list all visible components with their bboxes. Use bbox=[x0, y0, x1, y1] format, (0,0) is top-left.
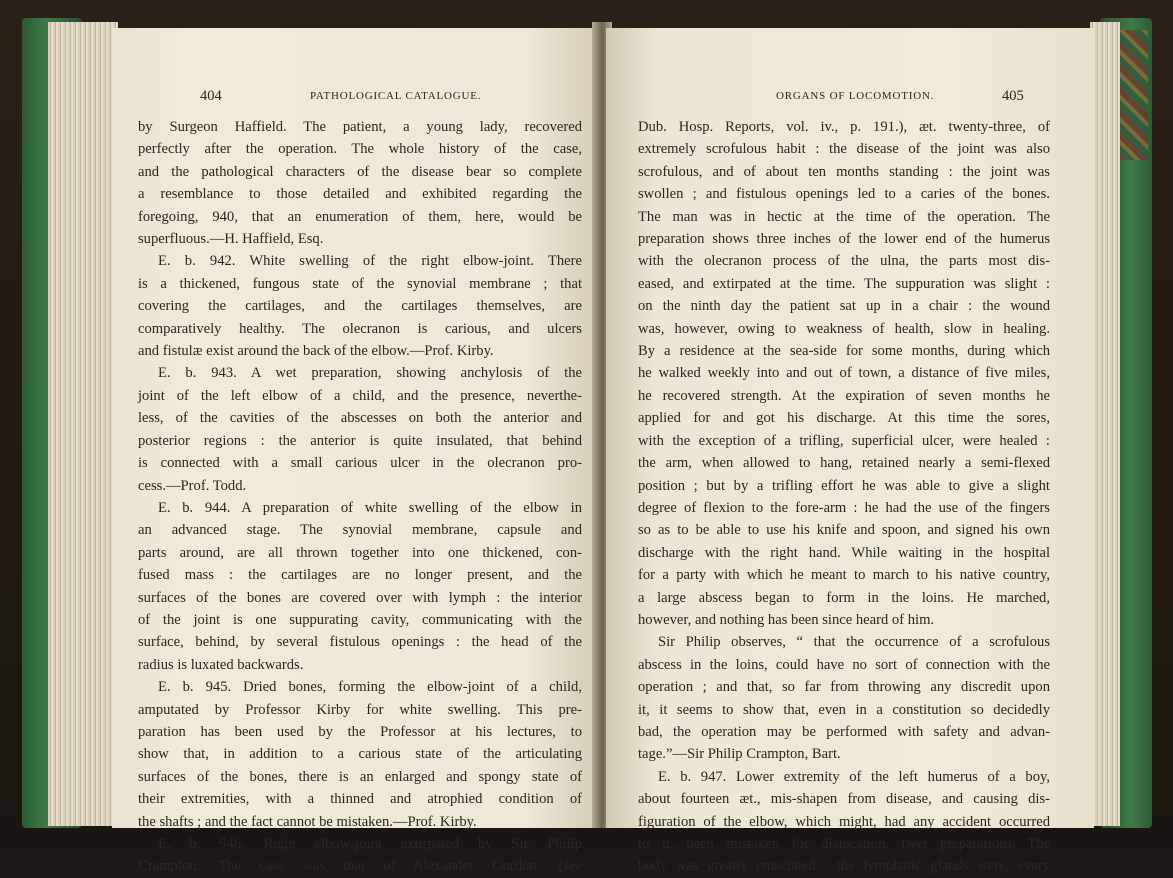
text-line: figuration of the elbow, which might, had any accident occurred bbox=[638, 813, 1050, 830]
right-page bbox=[606, 28, 1094, 875]
text-line: amputated by Professor Kirby for white swelling. This pre- bbox=[138, 701, 582, 718]
left-page bbox=[112, 28, 598, 875]
text-line: is a thickened, fungous state of the synovial membrane ; that bbox=[138, 275, 582, 292]
left-page-body bbox=[138, 116, 582, 878]
text-line: their extremities, with a thinned and atrophied condition of bbox=[138, 791, 582, 808]
text-line: however, and nothing has been since heard of him. bbox=[638, 611, 935, 628]
text-line: with the olecranon process of the ulna, the parts most dis- bbox=[638, 253, 1050, 270]
text-line: for a party with which he meant to march to his native country, bbox=[638, 567, 1050, 584]
text-line: show that, in addition to a carious state of the articulating bbox=[138, 746, 582, 763]
page-number: 405 bbox=[1002, 88, 1024, 104]
text-line: surfaces of the bones are covered over with lymph : the interior bbox=[138, 589, 582, 606]
text-line: preparation shows three inches of the lower end of the humerus bbox=[638, 231, 1050, 248]
text-line: E. b. 946. Right elbow-joint extirpated by Sir Philip bbox=[158, 836, 582, 852]
text-line: Sir Philip observes, “ that the occurrence of a scrofulous bbox=[658, 634, 1050, 651]
text-line: perfectly after the operation. The whole history of the case, bbox=[138, 141, 582, 158]
text-line: E. b. 947. Lower extremity of the left humerus of a boy, bbox=[658, 768, 1050, 785]
text-line: it, it seems to show that, even in a constitution so decidedly bbox=[638, 701, 1050, 718]
text-line: tage.”—Sir Philip Crampton, Bart. bbox=[638, 746, 841, 763]
text-line: The man was in hectic at the time of the operation. The bbox=[638, 208, 1050, 225]
page-edges-left bbox=[48, 22, 118, 826]
text-line: he walked weekly into and out of town, a distance of five miles, bbox=[638, 365, 1050, 382]
text-line: discharge with the right hand. While waiting in the hospital bbox=[638, 544, 1050, 561]
text-line: applied for and got his discharge. At this time the sores, bbox=[638, 410, 1050, 427]
text-line: on the ninth day the patient sat up in a chair : the wound bbox=[638, 298, 1050, 315]
text-line: a large abscess began to form in the loins. He marched, bbox=[638, 589, 1050, 606]
text-line: E. b. 944. A preparation of white swelling of the elbow in bbox=[158, 499, 582, 516]
text-line: Dub. Hosp. Reports, vol. iv., p. 191.), æt. twenty-three, of bbox=[638, 119, 1050, 135]
text-line: about fourteen æt., mis-shapen from disease, and causing dis- bbox=[638, 791, 1050, 808]
text-line: E. b. 943. A wet preparation, showing anchylosis of the bbox=[158, 365, 582, 382]
left-page-header bbox=[200, 88, 570, 108]
right-page-body bbox=[638, 116, 1050, 878]
page-number: 404 bbox=[200, 88, 222, 104]
text-line: was, however, owing to weakness of health, slow in healing. bbox=[638, 320, 1050, 337]
text-line: to it, been mistaken for dislocation, (wet preparation). The bbox=[638, 836, 1050, 852]
text-line: Crampton. The case was that of Alexander Gordon, (see bbox=[138, 858, 582, 875]
text-line: parts around, are all thrown together into one thickened, con- bbox=[138, 544, 582, 561]
running-head: ORGANS OF LOCOMOTION. bbox=[776, 90, 935, 102]
text-line: foregoing, 940, that an enumeration of them, here, would be bbox=[138, 208, 582, 225]
text-line: so as to be able to use his knife and spoon, and signed his own bbox=[638, 522, 1050, 539]
text-line: scrofulous, and of about ten months standing : the joint was bbox=[638, 163, 1050, 180]
text-line: joint of the left elbow of a child, and the presence, neverthe- bbox=[138, 387, 582, 404]
text-line: E. b. 945. Dried bones, forming the elbow-joint of a child, bbox=[158, 679, 582, 696]
text-line: swollen ; and fistulous openings led to a caries of the bones. bbox=[638, 186, 1050, 203]
text-line: position ; but by a trifling effort he was able to give a slight bbox=[638, 477, 1050, 494]
text-line: the arm, when allowed to hang, retained nearly a semi-flexed bbox=[638, 455, 1050, 472]
text-line: less, of the cavities of the abscesses on both the anterior and bbox=[138, 410, 582, 427]
text-line: paration has been used by the Professor at his lectures, to bbox=[138, 723, 582, 740]
text-line: is connected with a small carious ulcer in the olecranon pro- bbox=[138, 455, 582, 472]
text-line: E. b. 942. White swelling of the right elbow-joint. There bbox=[158, 253, 582, 270]
text-line: bad, the operation may be performed with safety and advan- bbox=[638, 723, 1050, 740]
text-line: superfluous.—H. Haffield, Esq. bbox=[138, 231, 324, 248]
text-line: comparatively healthy. The olecranon is carious, and ulcers bbox=[138, 320, 582, 337]
text-line: the shafts ; and the fact cannot be mistaken.—Prof. Kirby. bbox=[138, 813, 477, 830]
text-line: degree of flexion to the fore-arm : he had the use of the fingers bbox=[638, 499, 1050, 516]
text-line: posterior regions : the anterior is quite insulated, that behind bbox=[138, 432, 582, 449]
text-line: operation ; and that, so far from throwing any discredit upon bbox=[638, 679, 1050, 696]
right-page-header bbox=[636, 88, 1036, 108]
text-line: body was greatly emaciated : the lymphatic glands were, every bbox=[638, 858, 1050, 875]
text-line: radius is luxated backwards. bbox=[138, 656, 304, 673]
text-line: an advanced stage. The synovial membrane, capsule and bbox=[138, 522, 582, 539]
text-line: eased, and extirpated at the time. The suppuration was slight : bbox=[638, 275, 1050, 292]
page-edges-right bbox=[1090, 22, 1120, 826]
running-head: PATHOLOGICAL CATALOGUE. bbox=[310, 90, 482, 102]
text-line: by Surgeon Haffield. The patient, a young lady, recovered bbox=[138, 119, 582, 135]
text-line: of the joint is one suppurating cavity, communicating with the bbox=[138, 611, 582, 628]
marbled-endpaper bbox=[1118, 30, 1148, 160]
text-line: surfaces of the bones, there is an enlarged and spongy state of bbox=[138, 768, 582, 785]
text-line: covering the cartilages, and the cartilages themselves, are bbox=[138, 298, 582, 315]
text-line: By a residence at the sea-side for some months, during which bbox=[638, 343, 1050, 360]
text-line: abscess in the loins, could have no sort of connection with the bbox=[638, 656, 1050, 673]
text-line: cess.—Prof. Todd. bbox=[138, 477, 247, 494]
text-line: surface, behind, by several fistulous openings : the head of the bbox=[138, 634, 582, 651]
text-line: with the exception of a trifling, superficial ulcer, were healed : bbox=[638, 432, 1050, 449]
text-line: he recovered strength. At the expiration of seven months he bbox=[638, 387, 1050, 404]
text-line: a resemblance to those detailed and exhibited regarding the bbox=[138, 186, 582, 203]
text-line: fused mass : the cartilages are no longer present, and the bbox=[138, 567, 582, 584]
text-line: and fistulæ exist around the back of the elbow.—Prof. Kirby. bbox=[138, 343, 494, 360]
text-line: and the pathological characters of the disease bear so complete bbox=[138, 163, 582, 180]
text-line: extremely scrofulous habit : the disease of the joint was also bbox=[638, 141, 1050, 158]
